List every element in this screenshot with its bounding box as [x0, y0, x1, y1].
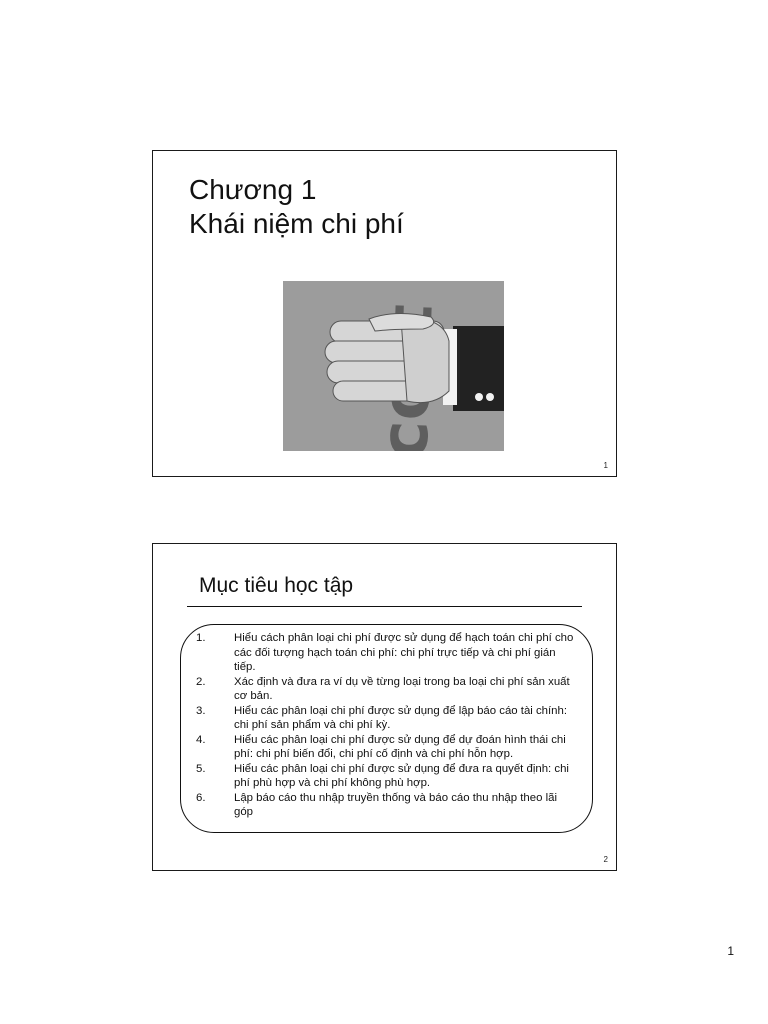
- objective-item: [196, 791, 576, 820]
- objective-text: Lập báo cáo thu nhập truyền thống và báo cáo thu nhập theo lãi góp: [234, 791, 557, 818]
- objective-item: [196, 631, 576, 675]
- slide-1: [152, 150, 617, 477]
- objective-number: 6.: [196, 791, 206, 804]
- cost-hand-illustration: [283, 281, 504, 451]
- objective-number: 2.: [196, 675, 206, 688]
- objective-text: Hiểu cách phân loại chi phí được sử dụng để hạch toán chi phí cho các đối tượng hạch toán chi phí: chi phí trực tiếp và chi phí gián tiếp.: [234, 632, 574, 673]
- objective-number: 5.: [196, 762, 206, 775]
- objective-text: Hiểu các phân loại chi phí được sử dụng để đưa ra quyết định: chi phí phù hợp và chi phí không phù hợp.: [234, 762, 569, 789]
- objective-item: [196, 704, 576, 733]
- slide-2: [152, 543, 617, 871]
- objective-number: 4.: [196, 733, 206, 746]
- chapter-subtitle: Khái niệm chi phí: [189, 208, 404, 239]
- slide-2-title: Mục tiêu học tập: [199, 574, 354, 597]
- objective-item: [196, 733, 576, 762]
- objective-item: [196, 762, 576, 791]
- slide-1-number: 1: [603, 461, 608, 470]
- objectives-box: [180, 624, 593, 833]
- chapter-title: Chương 1: [189, 174, 317, 205]
- objective-text: Hiểu các phân loại chi phí được sử dụng để dự đoán hình thái chi phí: chi phí biến đổi, chi phí cố định và chi phí hỗn hợp.: [234, 733, 566, 760]
- page-number: 1: [727, 944, 734, 958]
- objective-text: Hiểu các phân loại chi phí được sử dụng để lập báo cáo tài chính: chi phí sản phẩm và chi phí kỳ.: [234, 704, 568, 731]
- slide-2-number: 2: [603, 855, 608, 864]
- title-underline: [187, 606, 582, 607]
- objectives-list: [196, 631, 576, 820]
- objective-item: [196, 675, 576, 704]
- objective-number: 1.: [196, 632, 206, 644]
- slide-1-title: [189, 173, 404, 241]
- objective-number: 3.: [196, 704, 206, 717]
- objective-text: Xác định và đưa ra ví dụ về từng loại trong ba loại chi phí sản xuất cơ bản.: [234, 675, 570, 702]
